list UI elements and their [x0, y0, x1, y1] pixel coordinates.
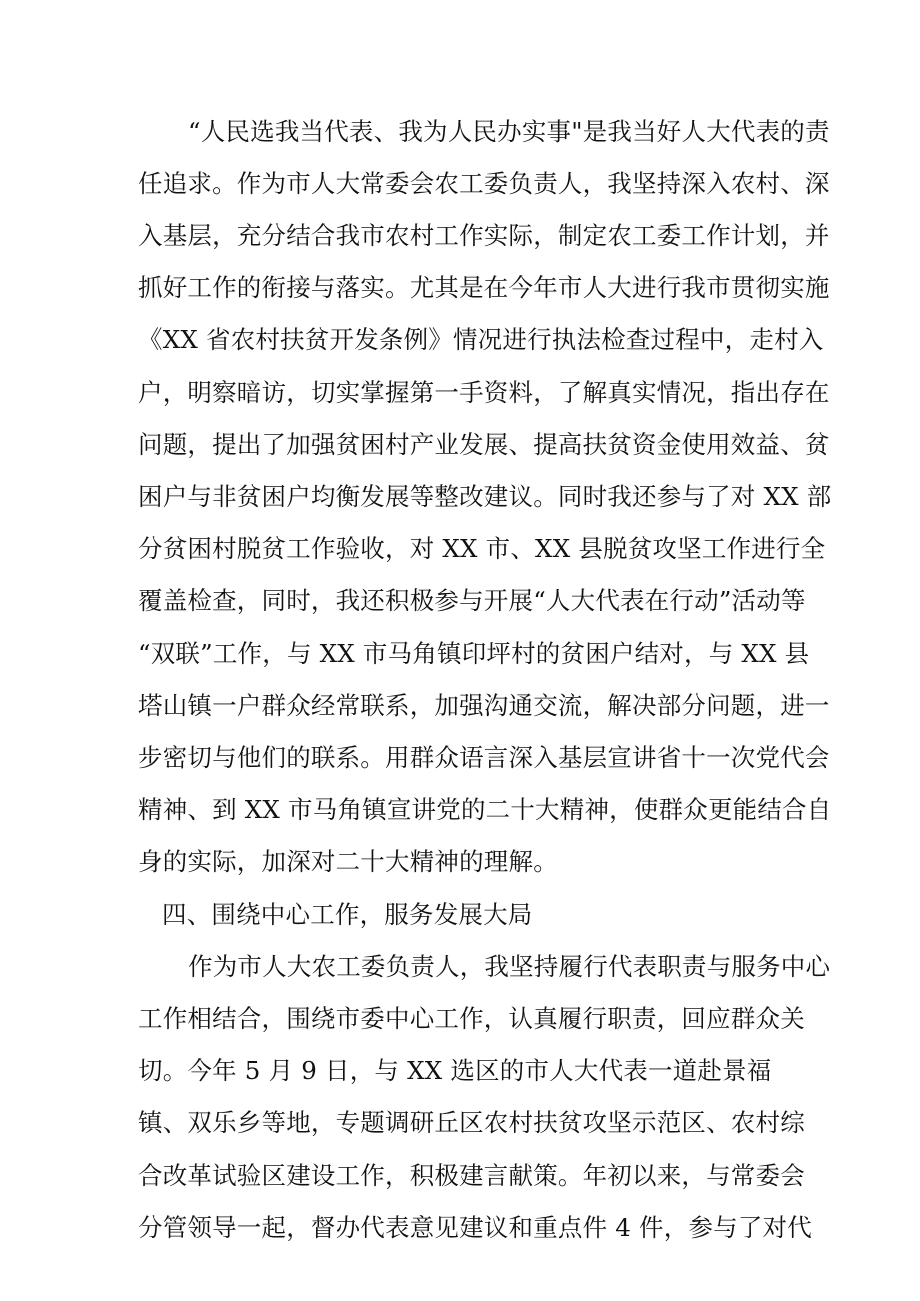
paragraph-line: 抓好工作的衔接与落实。尤其是在今年市人大进行我市贯彻实施 — [138, 273, 830, 302]
paragraph-line: 分管领导一起，督办代表意见建议和重点件 4 件，参与了对代 — [138, 1213, 812, 1242]
section-heading: 四、围绕中心工作，服务发展大局 — [162, 900, 533, 929]
paragraph-line: “人民选我当代表、我为人民办实事"是我当好人大代表的责 — [188, 117, 830, 146]
paragraph-line: 困户与非贫困户均衡发展等整改建议。同时我还参与了对 XX 部 — [138, 482, 832, 511]
paragraph-line: 切。今年 5 月 9 日，与 XX 选区的市人大代表一道赴景福 — [138, 1056, 772, 1085]
paragraph-line: 户，明察暗访，切实掌握第一手资料，了解真实情况，指出存在 — [138, 378, 830, 407]
paragraph-line: 入基层，充分结合我市农村工作实际，制定农工委工作计划，并 — [138, 221, 830, 250]
paragraph-line: 工作相结合，围绕市委中心工作，认真履行职责，回应群众关 — [138, 1004, 805, 1033]
paragraph-line: 步密切与他们的联系。用群众语言深入基层宣讲省十一次党代会 — [138, 743, 830, 772]
paragraph-line: 精神、到 XX 市马角镇宣讲党的二十大精神，使群众更能结合自 — [138, 795, 832, 824]
paragraph-line: 覆盖检查，同时，我还积极参与开展“人大代表在行动”活动等 — [138, 586, 806, 615]
paragraph-line: “双联”工作，与 XX 市马角镇印坪村的贫困户结对，与 XX 县 — [138, 639, 810, 668]
paragraph-line: 任追求。作为市人大常委会农工委负责人，我坚持深入农村、深 — [138, 169, 830, 198]
paragraph-line: 分贫困村脱贫工作验收，对 XX 市、XX 县脱贫攻坚工作进行全 — [138, 534, 826, 563]
paragraph-line: 身的实际，加深对二十大精神的理解。 — [138, 847, 558, 876]
paragraph-line: 作为市人大农工委负责人，我坚持履行代表职责与服务中心 — [188, 952, 831, 981]
paragraph-line: 《XX 省农村扶贫开发条例》情况进行执法检查过程中，走村入 — [138, 325, 824, 354]
paragraph-line: 合改革试验区建设工作，积极建言献策。年初以来，与常委会 — [138, 1161, 805, 1190]
paragraph-line: 塔山镇一户群众经常联系，加强沟通交流，解决部分问题，进一 — [138, 691, 830, 720]
paragraph-line: 镇、双乐乡等地，专题调研丘区农村扶贫攻坚示范区、农村综 — [138, 1108, 805, 1137]
paragraph-line: 问题，提出了加强贫困村产业发展、提高扶贫资金使用效益、贫 — [138, 430, 830, 459]
